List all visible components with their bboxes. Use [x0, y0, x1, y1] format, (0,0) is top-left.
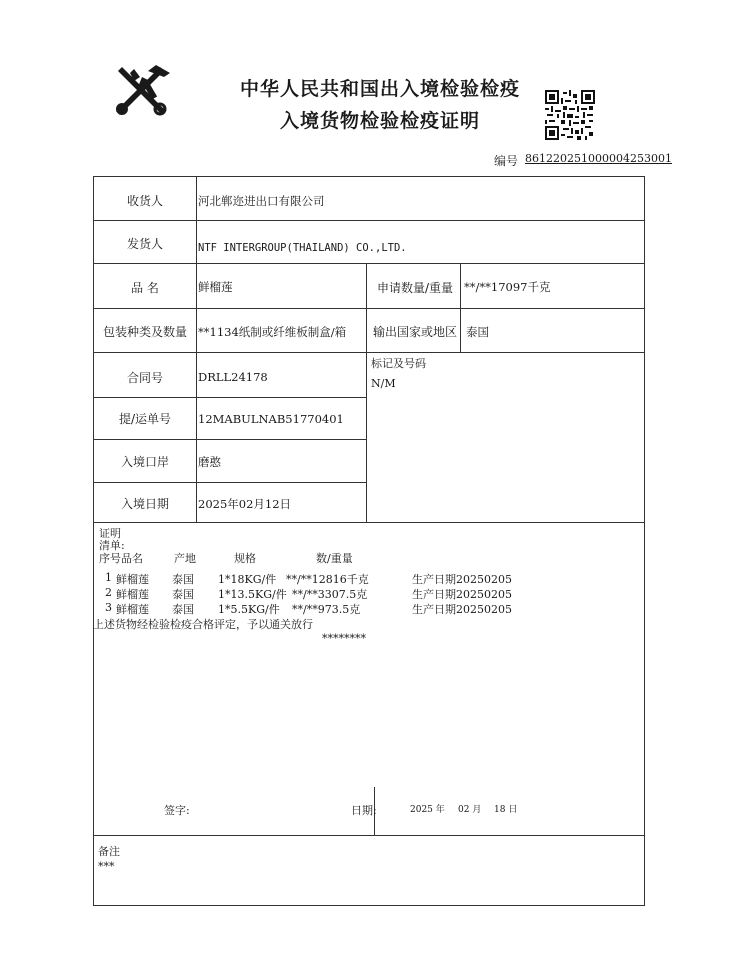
contract-label: 合同号 [126, 371, 163, 385]
item-origin: 泰国 [172, 588, 194, 601]
certificate-number-label: 编号 [494, 154, 519, 168]
release-statement: 上述货物经检验检疫合格评定，予以通关放行 [93, 618, 313, 631]
list-label: 清单: [99, 539, 125, 552]
packaging-label: 包装种类及数量 [102, 325, 187, 339]
item-seq: 3 [105, 601, 112, 614]
port-value: 磨憨 [198, 455, 221, 469]
sign-date-label: 日期: [351, 804, 377, 817]
col-spec-header: 规格 [234, 552, 256, 565]
signature-label: 签字: [164, 804, 190, 817]
sign-date-month: 02 月 [458, 805, 482, 815]
row-divider [94, 220, 644, 221]
qr-code-icon [545, 90, 595, 140]
row-divider [94, 439, 366, 440]
item-seq: 2 [105, 586, 112, 599]
item-name: 鲜榴莲 [116, 588, 149, 601]
remarks-label: 备注 [98, 845, 120, 858]
item-seq: 1 [105, 571, 112, 584]
entry-date-value: 2025年02月12日 [198, 497, 292, 511]
quantity-label: 申请数量/重量 [376, 281, 454, 295]
item-spec: 1*5.5KG/件 [218, 603, 280, 616]
item-origin: 泰国 [172, 573, 194, 586]
proof-label: 证明 [99, 527, 121, 540]
statement-stars: ******** [322, 632, 366, 645]
row-divider [94, 482, 366, 483]
item-qty: **/**12816千克 [286, 573, 369, 586]
item-name: 鲜榴莲 [116, 603, 149, 616]
row-divider [94, 835, 644, 836]
consignor-label: 发货人 [126, 237, 163, 251]
item-prod-date: 生产日期20250205 [412, 603, 512, 616]
sign-date-year: 2025 年 [410, 805, 445, 815]
contract-value: DRLL24178 [198, 370, 268, 384]
col-seq-name-header: 序号品名 [99, 552, 143, 565]
packaging-value: **1134纸制或纤维板制盒/箱 [198, 325, 347, 339]
row-divider [94, 263, 644, 264]
entry-date-label: 入境日期 [120, 497, 169, 511]
product-value: 鲜榴莲 [198, 280, 233, 294]
remarks-value: *** [98, 860, 115, 873]
item-origin: 泰国 [172, 603, 194, 616]
inspection-emblem-icon [108, 63, 176, 121]
col-qty-header: 数/重量 [316, 552, 353, 565]
item-name: 鲜榴莲 [116, 573, 149, 586]
port-label: 入境口岸 [120, 455, 169, 469]
bill-label: 提/运单号 [118, 412, 172, 426]
row-divider [94, 397, 366, 398]
certificate-number-value: 861220251000004253001 [525, 152, 672, 165]
product-label: 品 名 [131, 281, 159, 295]
sign-date-day: 18 日 [494, 805, 518, 815]
origin-label: 输出国家或地区 [372, 325, 457, 339]
row-divider [94, 352, 644, 353]
consignee-label: 收货人 [126, 194, 163, 208]
column-divider [366, 263, 367, 522]
consignee-value: 河北郸迩进出口有限公司 [198, 194, 325, 208]
column-divider [196, 177, 197, 522]
item-qty: **/**973.5克 [292, 603, 361, 616]
bill-value: 12MABULNAB51770401 [198, 412, 344, 426]
item-prod-date: 生产日期20250205 [412, 573, 512, 586]
column-divider [460, 263, 461, 352]
row-divider [94, 522, 644, 523]
item-prod-date: 生产日期20250205 [412, 588, 512, 601]
item-qty: **/**3307.5克 [292, 588, 368, 601]
origin-value: 泰国 [466, 325, 489, 339]
item-spec: 1*18KG/件 [218, 573, 277, 586]
quantity-value: **/**17097千克 [464, 280, 551, 294]
item-spec: 1*13.5KG/件 [218, 588, 287, 601]
document-title-line2: 入境货物检验检疫证明 [279, 110, 480, 132]
consignor-value: NTF INTERGROUP(THAILAND) CO.,LTD. [198, 242, 407, 254]
certificate-form [93, 176, 645, 906]
col-origin-header: 产地 [174, 552, 196, 565]
marks-value: N/M [371, 377, 396, 390]
row-divider [94, 308, 644, 309]
document-title-line1: 中华人民共和国出入境检验检疫 [239, 78, 520, 100]
marks-label: 标记及号码 [371, 357, 426, 370]
